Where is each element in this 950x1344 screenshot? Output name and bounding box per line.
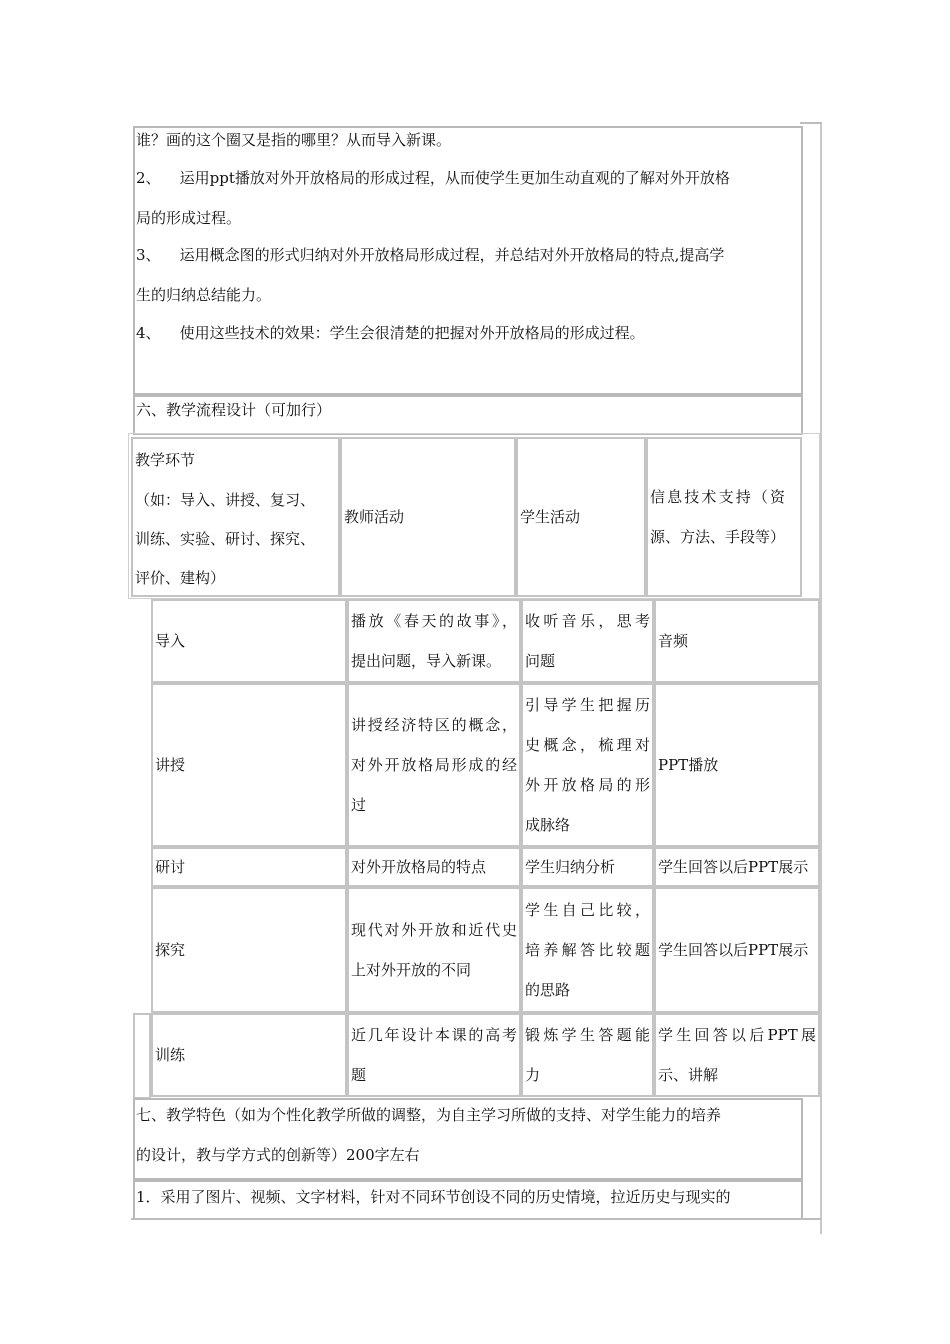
section5-line-4: 3、 运用概念图的形式归纳对外开放格局形成过程，并总结对外开放格局的特点,提高学 [136, 246, 725, 264]
table-cell-student [521, 847, 654, 887]
header-stage-line: 评价、建构） [135, 569, 226, 587]
table-cell-teacher [347, 1013, 521, 1097]
table-cell-text: 学生自己比较， [525, 901, 650, 919]
section7-line-2: 的设计，教与学方式的创新等）200字左右 [136, 1146, 420, 1164]
header-stage-line: 教学环节 [135, 451, 196, 469]
section5-line-1: 谁？画的这个圈又是指的哪里？从而导入新课。 [136, 131, 452, 149]
table-cell-text: 讲授 [155, 756, 186, 774]
header-stage-line: 训练、实验、研讨、探究、 [135, 530, 316, 548]
table-cell-text: 近几年设计本课的高考 [351, 1026, 517, 1044]
header-student-label: 学生活动 [520, 508, 581, 526]
table-cell-student [521, 683, 654, 847]
table-cell-text: 问题 [525, 652, 556, 670]
table-cell-text: 研讨 [155, 858, 186, 876]
table-cell-text: 讲授经济特区的概念， [351, 716, 517, 734]
table-cell-tech [654, 683, 820, 847]
table-cell-text: 播放《春天的故事》， [351, 612, 517, 630]
right-edge-rule [820, 124, 822, 1234]
table-cell-text: 音频 [658, 632, 689, 650]
table-cell-text: 锻炼学生答题能 [525, 1026, 650, 1044]
table-cell-text: 探究 [155, 941, 186, 959]
section7-line-1: 七、教学特色（如为个性化教学所做的调整，为自主学习所做的支持、对学生能力的培养 [136, 1106, 722, 1124]
table-cell-text: 的思路 [525, 981, 571, 999]
header-stage-line: （如：导入、讲授、复习、 [135, 491, 316, 509]
table-cell-text: 题 [351, 1066, 367, 1084]
section5-line-3: 局的形成过程。 [136, 209, 242, 227]
table-cell-tech [654, 599, 820, 683]
top-rule [800, 122, 822, 124]
header-outer-rule [128, 433, 820, 599]
table-cell-tech [654, 887, 820, 1013]
table-cell-text: 学生回答以后PPT展示 [658, 858, 809, 876]
table-cell-text: 示、讲解 [658, 1066, 719, 1084]
table-cell-teacher [347, 847, 521, 887]
table-cell-text: 学生回答以后PPT展 [658, 1026, 816, 1044]
table-cell-stage [151, 847, 347, 887]
table-cell-student [521, 887, 654, 1013]
table-cell-teacher [347, 887, 521, 1013]
table-cell-text: 力 [525, 1066, 541, 1084]
table-cell-text: 学生归纳分析 [525, 858, 616, 876]
table-cell-text: 引导学生把握历 [525, 696, 650, 714]
table-cell-stage [151, 599, 347, 683]
table-cell-text: 对外开放格局形成的经 [351, 756, 517, 774]
header-teacher-label: 教师活动 [344, 508, 405, 526]
section7-item-1: 1．采用了图片、视频、文字材料，针对不同环节创设不同的历史情境，拉近历史与现实的 [136, 1188, 731, 1206]
table-cell-student [521, 599, 654, 683]
table-cell-text: 培养解答比较题 [525, 941, 650, 959]
header-tech-line: 信息技术支持（资 [650, 488, 786, 506]
table-cell-text: 过 [351, 796, 367, 814]
table-cell-text: 收听音乐，思考 [525, 612, 650, 630]
table-cell-text: PPT播放 [658, 756, 719, 774]
table-cell-text: 上对外开放的不同 [351, 961, 472, 979]
table-cell-student [521, 1013, 654, 1097]
table-cell-text: 现代对外开放和近代史 [351, 921, 517, 939]
table-cell-teacher [347, 599, 521, 683]
bottom-rule [131, 1218, 821, 1220]
header-tech-line: 源、方法、手段等） [650, 528, 786, 546]
table-cell-text: 成脉络 [525, 816, 571, 834]
section5-line-5: 生的归纳总结能力。 [136, 286, 272, 304]
section5-line-2: 2、 运用ppt播放对外开放格局的形成过程，从而使学生更加生动直观的了解对外开放格 [136, 169, 730, 187]
table-cell-text: 提出问题，导入新课。 [351, 652, 502, 670]
table-cell-teacher [347, 683, 521, 847]
table-cell-text: 训练 [155, 1046, 186, 1064]
table-cell-tech [654, 1013, 820, 1097]
table-cell-tech [654, 847, 820, 887]
table-cell-text: 史概念，梳理对 [525, 736, 650, 754]
table-cell-text: 外开放格局的形 [525, 776, 650, 794]
section6-title: 六、教学流程设计（可加行） [136, 401, 332, 419]
table-cell-text: 学生回答以后PPT展示 [658, 941, 809, 959]
section5-line-6: 4、 使用这些技术的效果：学生会很清楚的把握对外开放格局的形成过程。 [136, 324, 645, 342]
table-cell-stage [151, 887, 347, 1013]
table-cell-text: 对外开放格局的特点 [351, 858, 487, 876]
table-cell-stage [151, 683, 347, 847]
table-cell-text: 导入 [155, 632, 186, 650]
table-cell-stage [151, 1013, 347, 1097]
left-edge-rule [133, 1013, 151, 1099]
